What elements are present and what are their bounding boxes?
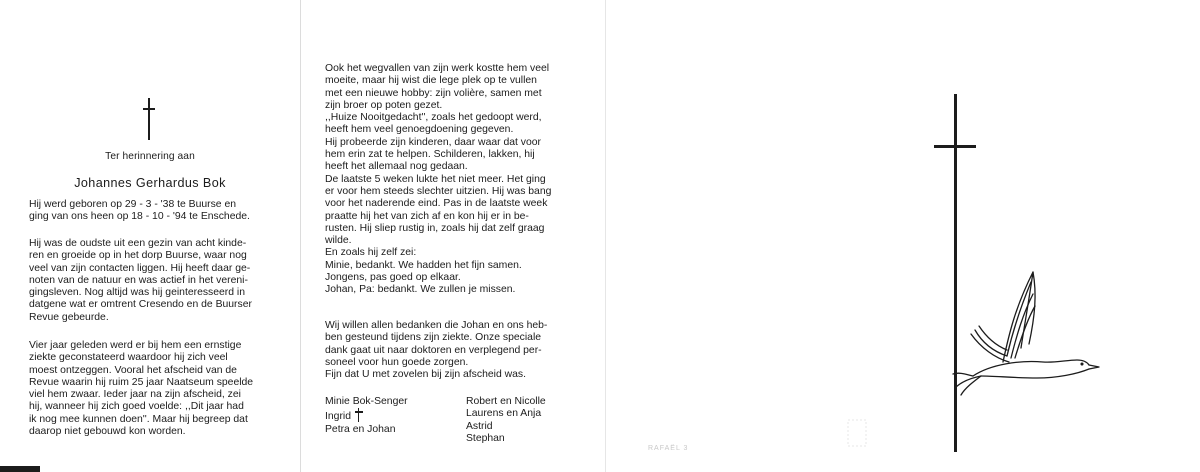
text-line: Minie, bedankt. We hadden het fijn samen. [325,259,522,271]
text-line: Hij werd geboren op 29 - 3 - '38 te Buurse en [29,199,237,210]
signature-name: Laurens en Anja [466,408,542,420]
faint-print-mark-icon [846,418,868,448]
text-line: rusten. Hij sliep rustig in, zoals hij dat zelf graag [325,222,545,234]
text-line: soneel voor hun goede zorgen. [325,356,469,368]
text-line: heeft hem veel genoegdoening gegeven. [325,124,514,136]
text-line: ,,Huize Nooitgedacht'', zoals het gedoopt werd, [325,112,542,124]
text-line: datgene wat er omtrent Cresendo en de Buurser [29,299,252,311]
cross-icon [143,98,155,140]
signature-name: Minie Bok-Senger [325,396,408,407]
text-line: ging van ons heen op 18 - 10 - '94 te Enschede. [29,211,250,223]
text-line: ik nog mee kunnen doen''. Maar hij begreep dat [29,413,248,425]
text-line: Hij probeerde zijn kinderen, daar waar dat voor [325,136,542,148]
page-edge [0,466,40,472]
text-line: veel van zijn contacten liggen. Hij heeft daar ge- [29,262,251,274]
signatures-right [466,396,546,445]
text-line: Johan, Pa: bedankt. We zullen je missen. [325,284,516,296]
text-line: Revue waarin hij ruim 25 jaar Naatseum speelde [29,376,254,388]
signature-name-with-cross [325,408,408,423]
signature-name: Stephan [466,432,505,444]
memories-paragraph [325,63,578,297]
text-line: heeft het allemaal nog gedaan. [325,161,468,173]
life-paragraph [29,238,271,324]
text-line: zijn broer op poten gezet. [325,99,443,111]
text-line: Wij willen allen bedanken die Johan en ons heb- [325,320,548,331]
text-line: Ook het wegvallen van zijn werk kostte hem veel [325,63,550,74]
text-line: met een nieuwe hobby: zijn volière, samen met [325,87,542,99]
remembrance-intro: Ter herinnering aan [105,151,195,162]
text-line: Fijn dat U met zovelen bij zijn afscheid was. [325,369,526,381]
text-line: ren en groeide op in het dorp Buurse, waar nog [29,250,247,262]
signature-name: Astrid [466,420,493,432]
text-line: Jongens, pas goed op elkaar. [325,272,461,284]
signature-name: Ingrid [325,411,351,423]
birth-death-paragraph [29,199,271,224]
deceased-name: Johannes Gerhardus Bok [74,176,226,190]
text-line: Revue gebeurde. [29,311,109,323]
signature-name: Robert en Nicolle [466,396,546,407]
text-line: noten van de natuur en was actief in het vereni- [29,274,248,286]
illness-paragraph [29,340,271,438]
printer-mark: RAFAËL 3 [648,445,689,452]
thanks-paragraph [325,320,578,381]
text-line: ben gesteund tijdens zijn ziekte. Onze speciale [325,332,542,344]
dove-icon [951,264,1106,399]
text-line: wilde. [325,235,352,247]
text-line: gingsleven. Nog altijd was hij geinteresseerd in [29,287,246,299]
text-line: voor het naderende eind. Pas in de laatste week [325,198,548,210]
left-panel [0,0,300,472]
text-line: daarop niet gebouwd kon worden. [29,426,186,438]
text-line: Vier jaar geleden werd er bij hem een ernstige [29,340,242,351]
text-line: hem erin zat te helpen. Schilderen, lakken, hij [325,149,535,161]
text-line: En zoals hij zelf zei: [325,247,417,259]
text-line: hij, wanneer hij zich goed voelde: ,,Dit jaar had [29,401,244,413]
right-panel [605,0,1200,472]
text-line: viel hem zwaar. Ieder jaar na zijn afscheid, zei [29,389,241,401]
text-line: moeite, maar hij wist die lege plek op te vullen [325,75,537,87]
signatures-left [325,396,408,436]
text-line: moest ontzeggen. Vooral het afscheid van de [29,364,237,376]
text-line: Hij was de oudste uit een gezin van acht kinde- [29,238,247,249]
text-line: De laatste 5 weken lukte het niet meer. Het ging [325,173,546,185]
text-line: dank gaat uit naar doktoren en verplegend per- [325,344,542,356]
cross-icon [355,408,363,422]
middle-panel [300,0,606,472]
text-line: praatte hij het van zich af en kon hij er in be- [325,210,529,222]
text-line: ziekte geconstateerd waardoor hij zich veel [29,352,228,364]
signature-name: Petra en Johan [325,423,396,435]
text-line: er voor hem steeds slechter uitzien. Hij was bang [325,185,552,197]
